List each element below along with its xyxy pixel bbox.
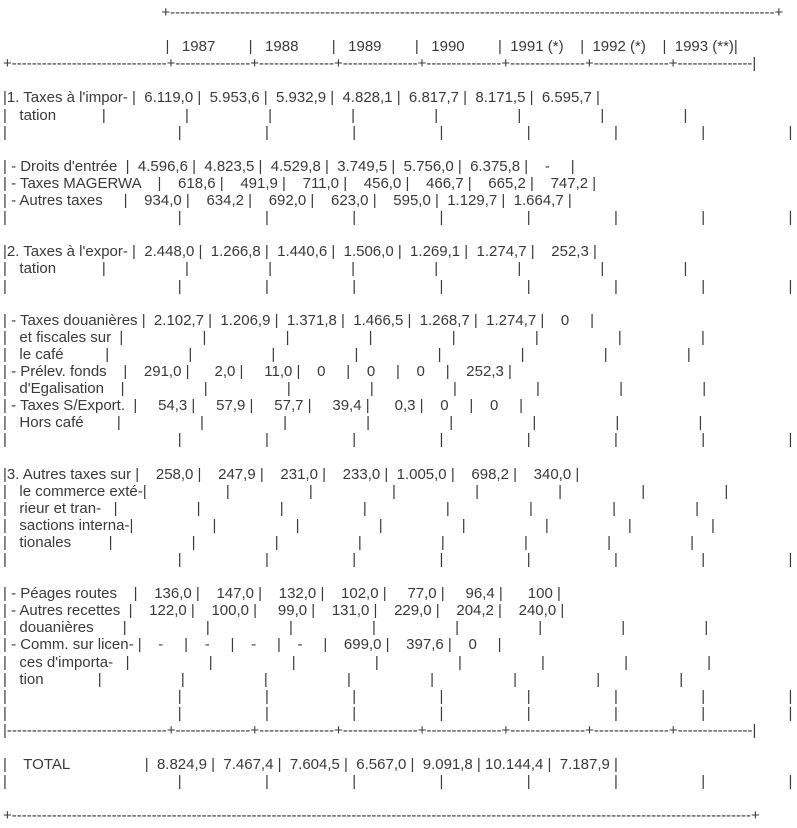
table-line: | | | | | | | | |	[3, 277, 793, 295]
table-line: | | | | | | | | |	[3, 687, 793, 705]
table-line: | le commerce exté-| | | | | | | |	[3, 482, 729, 500]
table-line: | et fiscales sur | | | | | | | |	[3, 328, 705, 346]
table-line	[3, 739, 797, 756]
table-line: |3. Autres taxes sur | 258,0 | 247,9 | 231,0 | 233,0 | 1.005,0 | 698,2 | 340,0 |	[3, 465, 580, 483]
table-line: | TOTAL | 8.824,9 | 7.467,4 | 7.604,5 | 6.567,0 | 9.091,8 | 10.144,4 | 7.187,9 |	[3, 756, 618, 774]
table-line: | | | | | | | | |	[3, 209, 793, 227]
table-line: | - Comm. sur licen- | - | - | - | - | 699,0 | 397,6 | 0 |	[3, 636, 502, 654]
table-line: | - Autres recettes | 122,0 | 100,0 | 99,0 | 131,0 | 229,0 | 204,2 | 240,0 |	[3, 602, 565, 620]
table-line: | - Autres taxes | 934,0 | 634,2 | 692,0 | 623,0 | 595,0 | 1.129,7 | 1.664,7 |	[3, 192, 572, 210]
table-line	[3, 141, 797, 158]
table-line: | | | | | | | | |	[3, 773, 793, 791]
table-line	[3, 72, 797, 89]
table-line: | | | | | | | | |	[3, 551, 793, 568]
table-line	[3, 226, 797, 243]
table-line: | le café | | | | | | | |	[3, 345, 691, 363]
table-line: | - Droits d'entrée | 4.596,6 | 4.823,5 | 4.529,8 | 3.749,5 | 5.756,0 | 6.375,8 | - |	[3, 157, 575, 175]
table-line: | - Taxes S/Export. | 54,3 | 57,9 | 57,7 | 39,4 | 0,3 | 0 | 0 |	[3, 397, 524, 415]
table-line: +-------------------------------------------------------------------------------------------------------------------------+	[3, 4, 784, 21]
table-line: | 1987 | 1988 | 1989 | 1990 | 1991 (*) | 1992 (*) | 1993 (**)|	[3, 38, 738, 56]
table-line	[3, 790, 797, 807]
table-line: | douanières | | | | | | | |	[3, 619, 709, 637]
table-line	[3, 568, 797, 585]
table-line: | | | | | | | | |	[3, 123, 793, 141]
table-line: |2. Taxes à l'expor- | 2.448,0 | 1.266,8 | 1.440,6 | 1.506,0 | 1.269,1 | 1.274,7 | 252,3 |	[3, 243, 597, 261]
table-line: +-------------------------------+---------------+---------------+---------------+---------------+---------------+---------------+---------------|	[3, 55, 757, 73]
table-line: | | | | | | | | |	[3, 431, 793, 449]
table-line: | - Taxes MAGERWA | 618,6 | 491,9 | 711,0 | 456,0 | 466,7 | 665,2 | 747,2 |	[3, 174, 597, 192]
table-line: | | | | | | | | |	[3, 704, 793, 722]
table-line: | tation | | | | | | | |	[3, 106, 688, 124]
table-line: | tionales | | | | | | | |	[3, 533, 695, 551]
table-line: | - Taxes douanières | 2.102,7 | 1.206,9 | 1.371,8 | 1.466,5 | 1.268,7 | 1.274,7 | 0 |	[3, 311, 595, 329]
table-line	[3, 448, 797, 465]
table-line: |1. Taxes à l'impor- | 6.119,0 | 5.953,6 | 5.932,9 | 4.828,1 | 6.817,7 | 8.171,5 | 6.595,7 |	[3, 89, 600, 107]
table-line: +----------------------------------------------------------------------------------------------------------------------------------------------------+	[3, 807, 760, 825]
table-line	[3, 21, 797, 38]
table-line: | tion | | | | | | | |	[3, 670, 684, 688]
table-line: | ces d'importa- | | | | | | | |	[3, 653, 712, 671]
table-line: | rieur et tran- | | | | | | | |	[3, 499, 700, 517]
table-line: | - Péages routes | 136,0 | 147,0 | 132,0 | 102,0 | 77,0 | 96,4 | 100 |	[3, 585, 561, 603]
table-line: | d'Egalisation | | | | | | | |	[3, 380, 707, 398]
table-line: | tation | | | | | | | |	[3, 260, 688, 278]
table-line	[3, 295, 797, 312]
table-line: | - Prélev. fonds | 291,0 | 2,0 | 11,0 | 0 | 0 | 0 | 252,3 |	[3, 362, 512, 380]
table-line: |--------------------------------+---------------+---------------+---------------+---------------+---------------+---------------+---------------|	[3, 721, 757, 739]
table-line: | sactions interna-| | | | | | | |	[3, 516, 715, 534]
table-line: | Hors café | | | | | | | |	[3, 414, 703, 432]
